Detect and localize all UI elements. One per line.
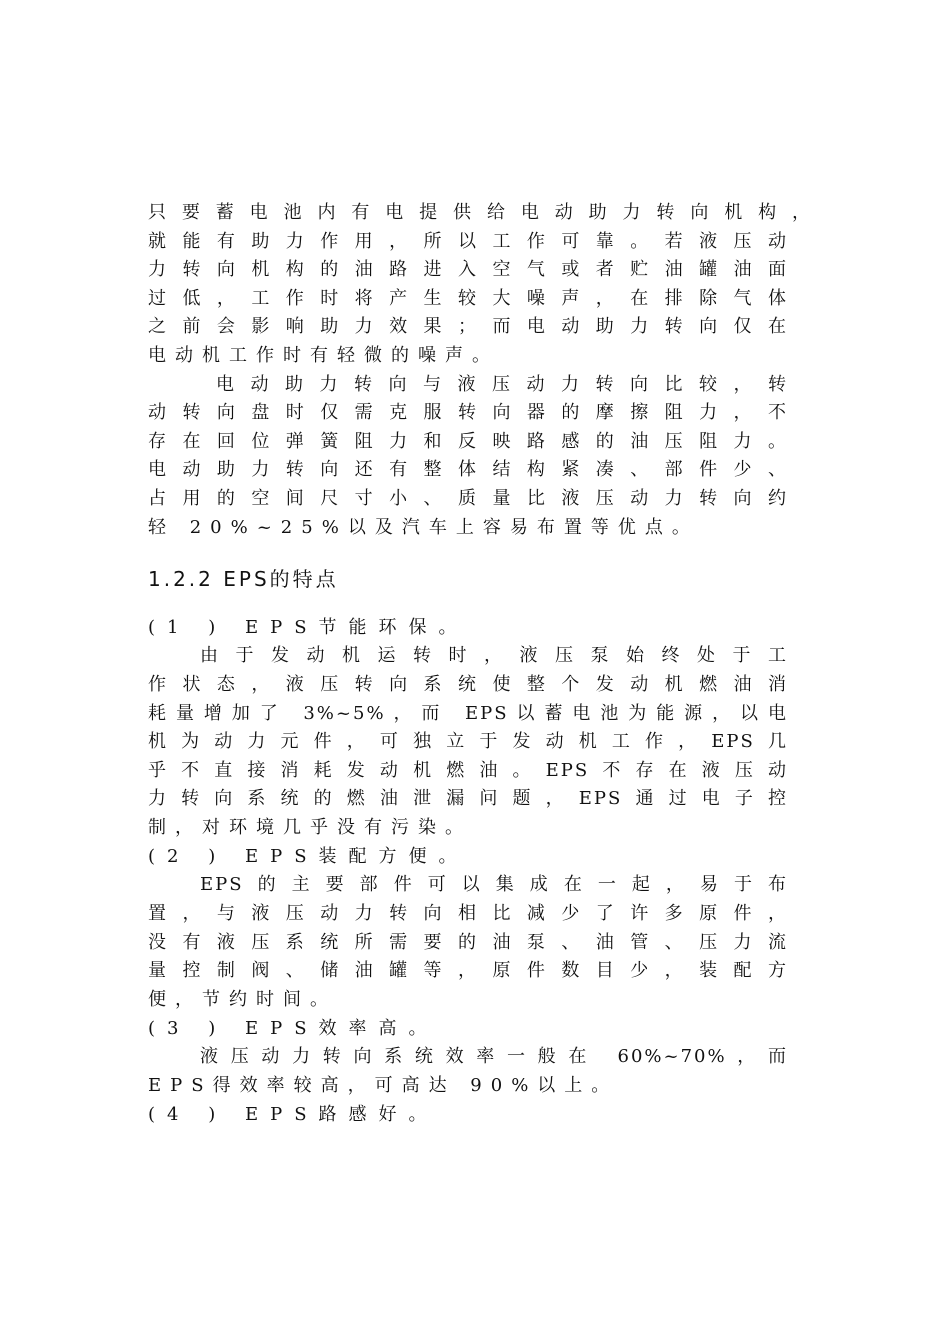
item1-line-4: 机为动力元件，可独立于发动机工作，EPS几 — [148, 731, 788, 752]
item2-line-3: 没有液压系统所需要的油泵、油管、压力流 — [148, 932, 788, 953]
item1-line-2: 作状态，液压转向系统使整个发动机燃油消 — [148, 674, 788, 695]
compare-line-4: 电动助力转向还有整体结构紧凑、部件少、 — [148, 459, 788, 480]
item3-line-1: 液压动力转向系统效率一般在 60%~70%，而 — [200, 1046, 788, 1067]
section-heading: 1.2.2 EPS的特点 — [148, 567, 339, 591]
compare-line-1: 电动助力转向与液压动力转向比较，转 — [216, 374, 788, 395]
item4-title: (4 ) EPS路感好。 — [148, 1104, 439, 1125]
item3-title: (3 ) EPS效率高。 — [148, 1018, 439, 1039]
item2-line-2: 置，与液压动力转向相比减少了许多原件， — [148, 903, 788, 924]
compare-line-3: 存在回位弹簧阻力和反映路感的油压阻力。 — [148, 431, 788, 452]
item1-line-6: 力转向系统的燃油泄漏问题，EPS通过电子控 — [148, 788, 788, 809]
item2-line-5: 便，节约时间。 — [148, 989, 337, 1010]
item1-title: (1 ) EPS节能环保。 — [148, 617, 469, 638]
item2-title: (2 ) EPS装配方便。 — [148, 846, 469, 867]
item2-line-4: 量控制阀、储油罐等，原件数目少，装配方 — [148, 960, 788, 981]
intro-line-3: 力转向机构的油路进入空气或者贮油罐油面 — [148, 259, 788, 280]
intro-line-5: 之前会影响助力效果；而电动助力转向仅在 — [148, 316, 788, 337]
intro-line-4: 过低，工作时将产生较大噪声，在排除气体 — [148, 288, 788, 309]
item1-line-3: 耗量增加了 3%~5%，而 EPS以蓄电池为能源，以电 — [148, 703, 788, 724]
intro-line-1: 只要蓄电池内有电提供给电动助力转向机构， — [148, 202, 812, 223]
intro-line-2: 就能有助力作用，所以工作可靠。若液压动 — [148, 231, 788, 252]
intro-line-6: 电动机工作时有轻微的噪声。 — [148, 345, 499, 366]
compare-line-6: 轻 20%~25%以及汽车上容易布置等优点。 — [148, 517, 699, 538]
compare-line-5: 占用的空间尺寸小、质量比液压动力转向约 — [148, 488, 788, 509]
item2-line-1: EPS的主要部件可以集成在一起，易于布 — [200, 874, 788, 895]
compare-line-2: 动转向盘时仅需克服转向器的摩擦阻力，不 — [148, 402, 788, 423]
item1-line-7: 制，对环境几乎没有污染。 — [148, 817, 472, 838]
item3-line-2: EPS得效率较高，可高达 90%以上。 — [148, 1075, 619, 1096]
item1-line-1: 由于发动机运转时，液压泵始终处于工 — [200, 645, 788, 666]
item1-line-5: 乎不直接消耗发动机燃油。EPS不存在液压动 — [148, 760, 788, 781]
